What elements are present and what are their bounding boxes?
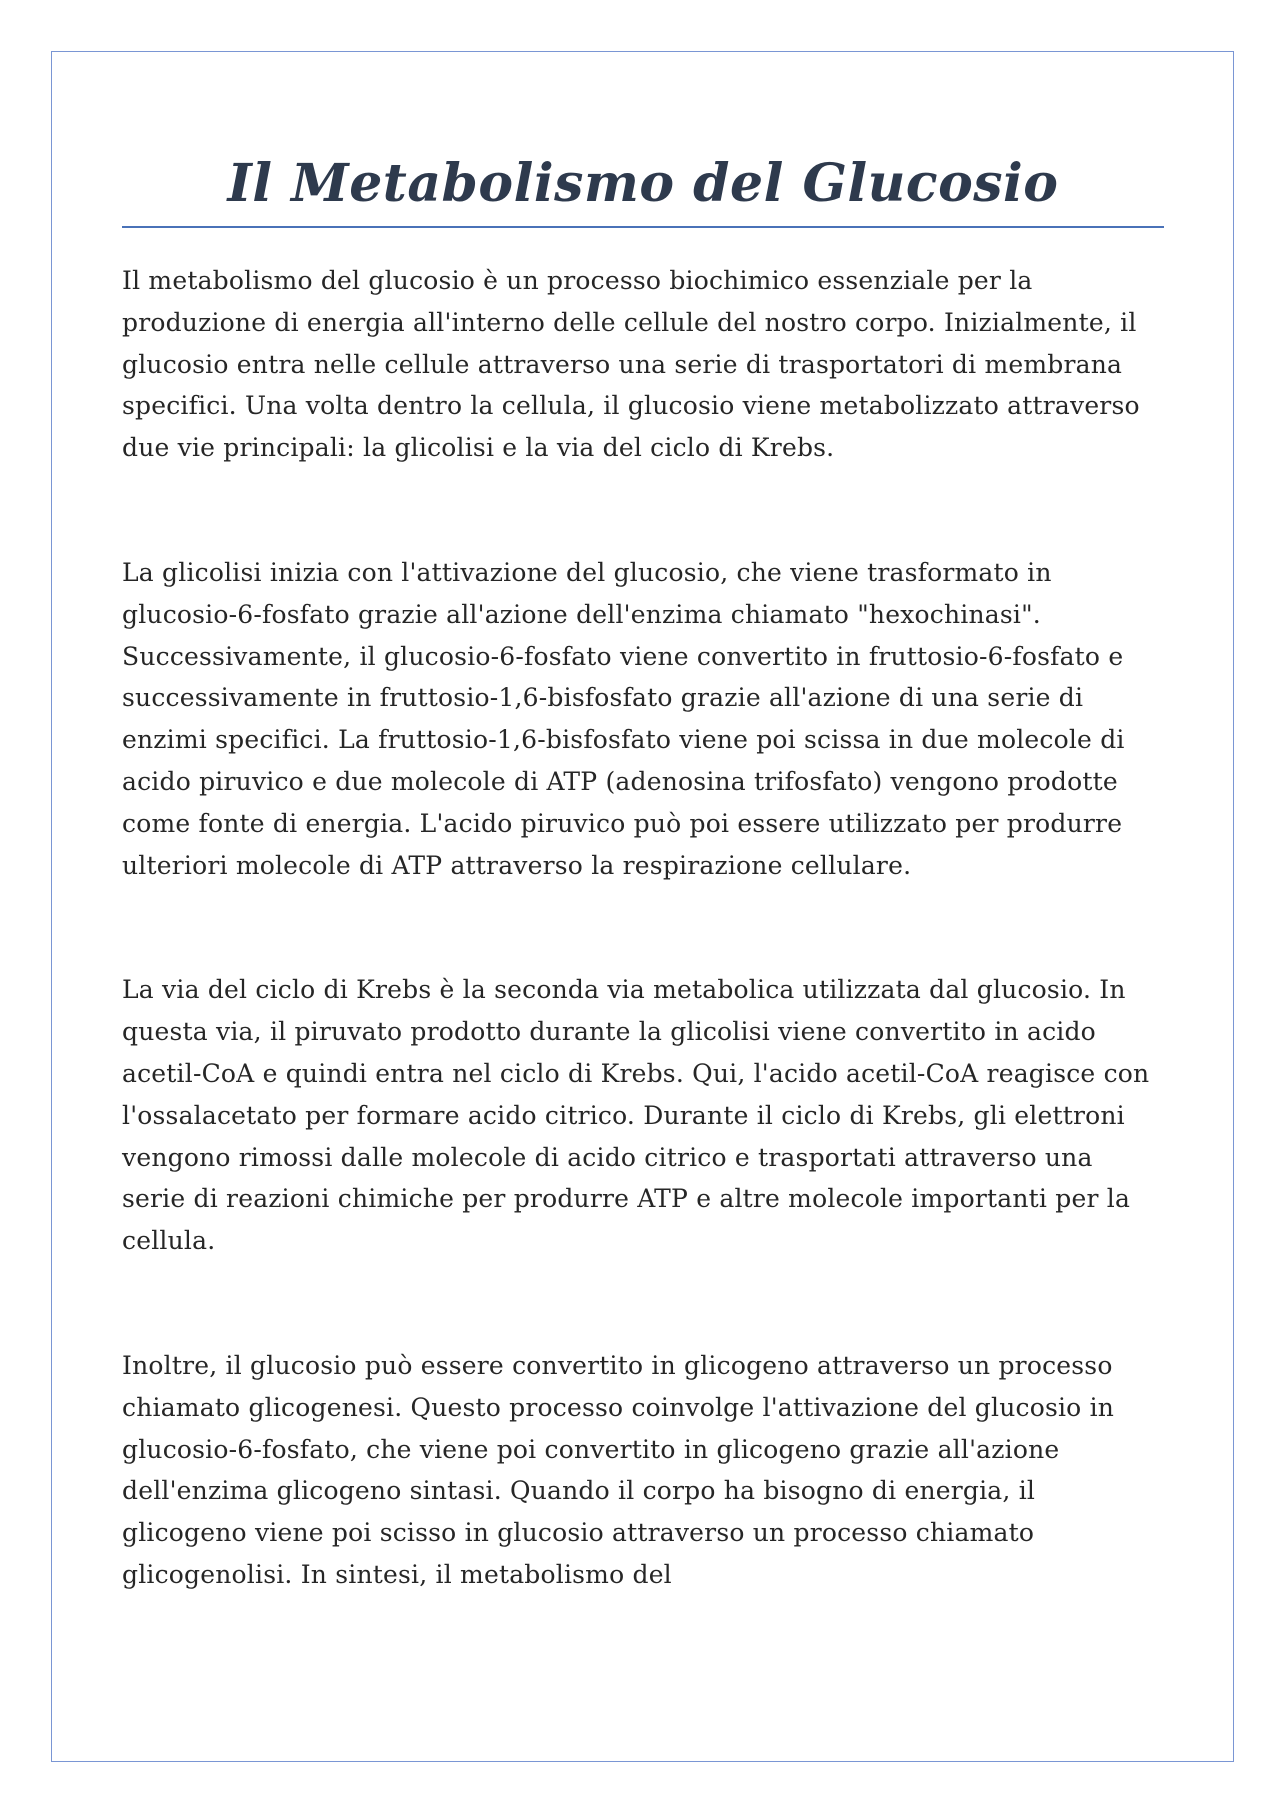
title-underline	[122, 226, 1164, 228]
paragraph-glicolisi: La glicolisi inizia con l'attivazione del glucosio, che viene trasformato in glucosio-6-fosfato grazie all'azione dell'enzima chiamato "hexochinasi". Successivamente, il glucosio-6-fosfato viene convertito in fruttosio-6-fosfato e successivamente in fruttosio-1,6-bisfosfato grazie all'azione di una serie di enzimi specifici. La fruttosio-1,6-bisfosfato viene poi scissa in due molecole di acido piruvico e due molecole di ATP (adenosina trifosfato) vengono prodotte come fonte di energia. L'acido piruvico può poi essere utilizzato per produrre ulteriori molecole di ATP attraverso la respirazione cellulare.	[122, 557, 1125, 880]
page-title: Il Metabolismo del Glucosio	[227, 153, 1059, 214]
paragraph-glicogenesi: Inoltre, il glucosio può essere convertito in glicogeno attraverso un processo chiamato glicogenesi. Questo processo coinvolge l'attivazione del glucosio in glucosio-6-fosfato, che viene poi convertito in glicogeno grazie all'azione dell'enzima glicogeno sintasi. Quando il corpo ha bisogno di energia, il glicogeno viene poi scisso in glucosio attraverso un processo chiamato glicogenolisi. In sintesi, il metabolismo del	[122, 1350, 1115, 1589]
paragraph-intro: Il metabolismo del glucosio è un processo biochimico essenziale per la produzione di energia all'interno delle cellule del nostro corpo. Inizialmente, il glucosio entra nelle cellule attraverso una serie di trasportatori di membrana specifici. Una volta dentro la cellula, il glucosio viene metabolizzato attraverso due vie principali: la glicolisi e la via del ciclo di Krebs.	[122, 266, 1140, 463]
document-body	[122, 150, 1164, 1679]
paragraph-krebs: La via del ciclo di Krebs è la seconda via metabolica utilizzata dal glucosio. In questa via, il piruvato prodotto durante la glicolisi viene convertito in acido acetil-CoA e quindi entra nel ciclo di Krebs. Qui, l'acido acetil-CoA reagisce con l'ossalacetato per formare acido citrico. Durante il ciclo di Krebs, gli elettroni vengono rimossi dalle molecole di acido citrico e trasportati attraverso una serie di reazioni chimiche per produrre ATP e altre molecole importanti per la cellula.	[122, 975, 1150, 1256]
